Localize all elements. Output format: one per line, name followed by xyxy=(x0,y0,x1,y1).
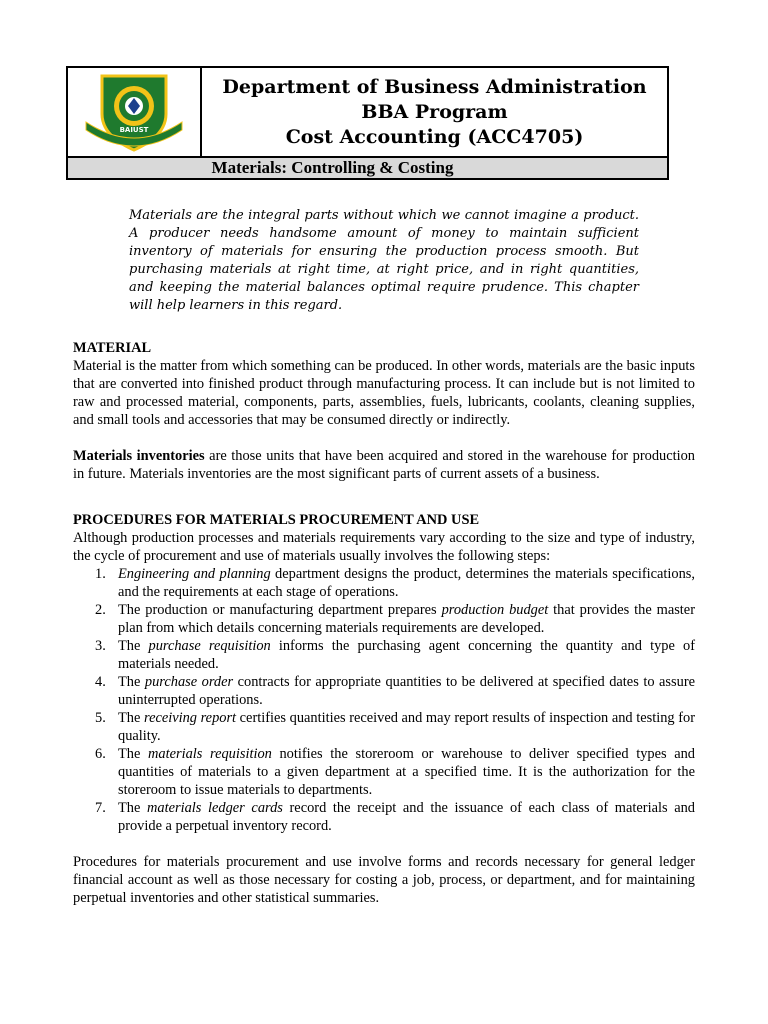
step-term: purchase requisition xyxy=(148,638,271,654)
list-item: 5. The receiving report certifies quantities received and may report results of inspection and testing for quality. xyxy=(95,710,695,744)
department-name: Department of Business Administration xyxy=(222,75,647,98)
procedures-intro: Although production processes and materials requirements vary according to the size and type of industry, the cycle of procurement and use of materials usually involves the following steps: xyxy=(73,530,695,564)
step-term: receiving report xyxy=(144,710,237,726)
list-item: 4. The purchase order contracts for appropriate quantities to be delivered at specified dates to assure uninterrupted operations. xyxy=(95,674,695,708)
list-item: 7. The materials ledger cards record the receipt and the issuance of each class of materials and provide a perpetual inventory record. xyxy=(95,800,695,834)
section-heading-procedures: PROCEDURES FOR MATERIALS PROCUREMENT AND USE xyxy=(73,512,480,528)
university-logo-cell xyxy=(68,68,202,156)
material-definition: Material is the matter from which something can be produced. In other words, materials are the basic inputs that are converted into finished product through manufacturing process. It can include but is not limited to raw and processed material, components, parts, assemblies, fuels, lubricants, coolants, cleaning supplies, and small tools and accessories that may be consumed directly or indirectly. xyxy=(73,358,695,428)
list-item: 1. Engineering and planning department designs the product, determines the materials specifications, and the requirements at each stage of operations. xyxy=(95,566,695,600)
course-name: Cost Accounting (ACC4705) xyxy=(285,125,584,148)
university-logo xyxy=(82,70,186,154)
list-item: 6. The materials requisition notifies the storeroom or warehouse to deliver specified types and quantities of materials to a given department at a specified time. It is the authorization for the storeroom to issue materials to departments. xyxy=(95,746,695,798)
main-content xyxy=(73,339,695,907)
logo-text: BAIUST xyxy=(119,126,149,134)
step-term: production budget xyxy=(441,602,549,618)
chapter-title-bar xyxy=(68,156,667,178)
step-term: materials requisition xyxy=(148,746,272,762)
materials-inventories-paragraph xyxy=(73,447,695,483)
step-term: Engineering and planning xyxy=(118,566,271,582)
section-heading-material: MATERIAL xyxy=(73,340,152,356)
materials-inventories-text: are those units that have been acquired and stored in the warehouse for production in future. Materials inventories are the most significant parts of current assets of a business. xyxy=(73,448,695,482)
program-name: BBA Program xyxy=(361,100,508,123)
header-title xyxy=(202,68,667,156)
procedures-closing: Procedures for materials procurement and use involve forms and records necessary for general ledger financial account as well as those necessary for costing a job, process, or department, and for maintaining perpetual inventories and other statistical summaries. xyxy=(73,854,695,906)
chapter-title: Materials: Controlling & Costing xyxy=(211,158,454,177)
step-term: purchase order xyxy=(144,674,234,690)
list-item: 3. The purchase requisition informs the purchasing agent concerning the quantity and type of materials needed. xyxy=(95,638,695,672)
materials-inventories-term: Materials inventories xyxy=(73,448,205,464)
list-item: 2. The production or manufacturing department prepares production budget that provides the master plan from which details concerning materials requirements are developed. xyxy=(95,602,695,636)
document-header xyxy=(66,66,669,180)
step-term: materials ledger cards xyxy=(147,800,283,816)
procedure-steps-list xyxy=(73,565,695,835)
chapter-abstract: Materials are the integral parts without which we cannot imagine a product. A producer needs handsome amount of money to maintain sufficient inventory of materials for ensuring the production process smooth. But purchasing materials at right time, at right price, and in right quantities, and keeping the material balances optimal require prudence. This chapter will help learners in this regard. xyxy=(129,208,639,313)
